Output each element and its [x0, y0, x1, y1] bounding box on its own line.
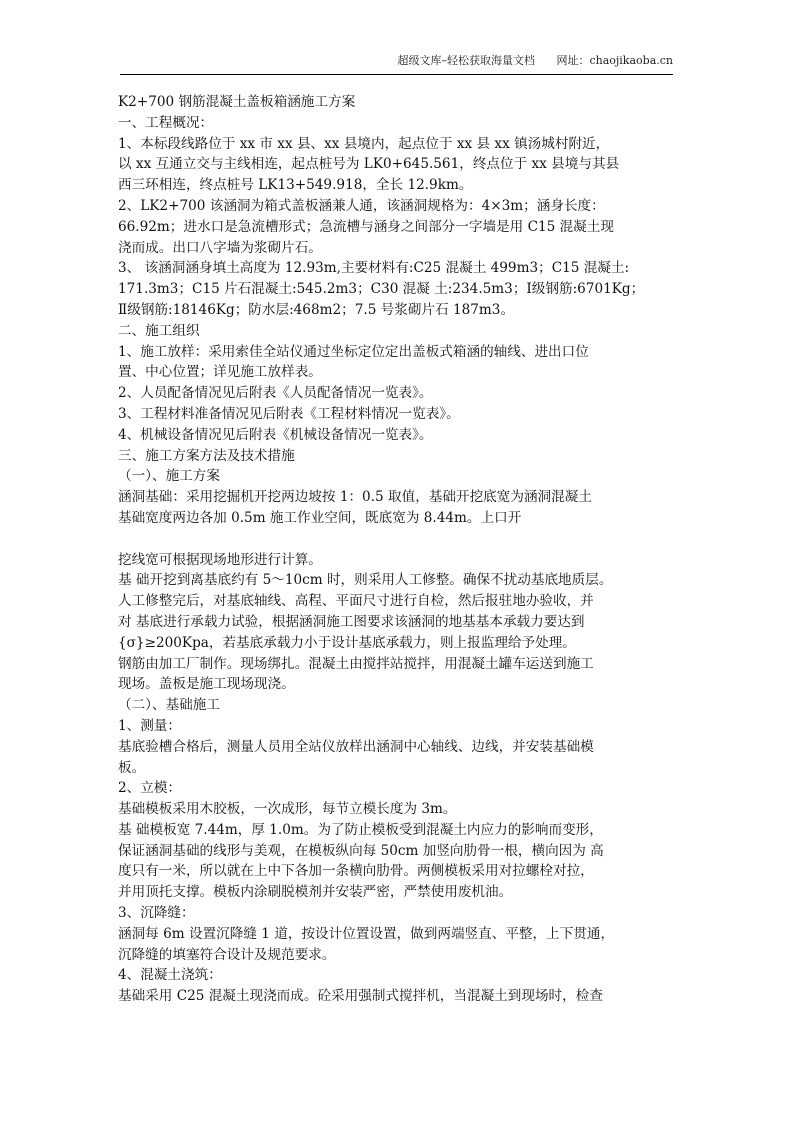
paragraph-line: 钢筋由加工厂制作。现场绑扎。混凝土由搅拌站搅拌，用混凝土罐车运送到施工: [118, 655, 594, 672]
paragraph-line: 2、人员配备情况见后附表《人员配备情况一览表》。: [118, 385, 433, 402]
header-site-name: 超级文库–轻松获取海量文档: [397, 54, 535, 67]
paragraph-line: 挖线宽可根据现场地形进行计算。: [118, 551, 322, 568]
subsection-heading: （二）、基础施工: [118, 697, 220, 714]
document-title: K2+700 钢筋混凝土盖板箱涵施工方案: [118, 94, 356, 110]
section-heading: 一、工程概况：: [118, 114, 214, 131]
paragraph-line: 171.3m3；C15 片石混凝土:545.2m3；C30 混凝 土:234.5m3；Ⅰ级钢筋:6701Kg；: [118, 281, 645, 298]
paragraph-line: 以 xx 互通立交与主线相连，起点桩号为 LK0+645.561，终点位于 xx 县境与其县: [118, 156, 620, 173]
paragraph-line: 基 础开挖到离基底约有 5～10cm 时，则采用人工修整。确保不扰动基底地质层。: [118, 572, 613, 589]
paragraph-line: 沉降缝的填塞符合设计及规范要求。: [118, 946, 336, 963]
paragraph-line: 人工修整完后，对基底轴线、高程、平面尺寸进行自检，然后报驻地办验收，并: [118, 593, 594, 610]
paragraph-line: 基础采用 C25 混凝土现浇而成。砼采用强制式搅拌机，当混凝土到现场时，检查: [118, 988, 603, 1005]
paragraph-line: 对 基底进行承载力试验，根据涵洞施工图要求该涵洞的地基基本承载力要达到: [118, 613, 585, 630]
section-heading: 二、施工组织: [118, 322, 200, 339]
paragraph-line: 基础模板采用木胶板，一次成形，每节立模长度为 3m。: [118, 801, 457, 818]
paragraph-line: 板。: [118, 759, 146, 776]
header-url: 网址：chaojikaoba.cn: [556, 54, 673, 67]
paragraph-line: 基底验槽合格后，测量人员用全站仪放样出涵洞中心轴线、边线，并安装基础模: [118, 738, 594, 755]
item-heading: 1、测量：: [118, 717, 182, 734]
paragraph-line: 现场。盖板是施工现场现浇。: [118, 676, 295, 693]
item-heading: 2、立模：: [118, 780, 182, 797]
paragraph-line: 浇而成。出口八字墙为浆砌片石。: [118, 239, 322, 256]
paragraph-line: 基础宽度两边各加 0.5m 施工作业空间，既底宽为 8.44m。上口开: [118, 509, 522, 526]
paragraph-line: 保证涵洞基础的线形与美观，在模板纵向每 50cm 加竖向肋骨一根，横向因为 高: [118, 842, 604, 859]
blank-line: [118, 529, 678, 550]
paragraph-line: 3、工程材料准备情况见后附表《工程材料情况一览表》。: [118, 405, 460, 422]
paragraph-line: 并用顶托支撑。模板内涂刷脱模剂并安装严密，严禁使用废机油。: [118, 884, 513, 901]
paragraph-line: Ⅱ级钢筋:18146Kg；防水层:468m2；7.5 号浆砌片石 187m3。: [118, 301, 515, 318]
page-header: [120, 52, 673, 75]
paragraph-line: 涵洞基础：采用挖掘机开挖两边坡按 1：0.5 取值，基础开挖底宽为涵洞混凝土: [118, 489, 592, 506]
paragraph-line: 置、中心位置；详见施工放样表。: [118, 364, 322, 381]
paragraph-line: 度只有一米，所以就在上中下各加一条横向肋骨。两侧模板采用对拉螺栓对拉，: [118, 863, 594, 880]
paragraph-line: 2、LK2+700 该涵洞为箱式盖板涵兼人通，该涵洞规格为：4×3m；涵身长度：: [118, 197, 605, 214]
paragraph-line: {σ}≥200Kpa，若基底承载力小于设计基底承载力，则上报监理给予处理。: [118, 634, 576, 651]
paragraph-line: 涵洞每 6m 设置沉降缝 1 道，按设计位置设置，做到两端竖直、平整，上下贯通，: [118, 925, 615, 942]
subsection-heading: （一）、施工方案: [118, 468, 220, 485]
paragraph-line: 西三环相连，终点桩号 LK13+549.918，全长 12.9km。: [118, 177, 473, 194]
paragraph-line: 1、施工放样：采用索佳全站仪通过坐标定位定出盖板式箱涵的轴线、进出口位: [118, 343, 589, 360]
paragraph-line: 1、本标段线路位于 xx 市 xx 县、xx 县境内，起点位于 xx 县 xx 镇汤城村附近，: [118, 135, 610, 152]
paragraph-line: 基 础模板宽 7.44m，厚 1.0m。为了防止模板受到混凝土内应力的影响而变形，: [118, 821, 603, 838]
item-heading: 3、沉降缝：: [118, 905, 195, 922]
document-body: [118, 92, 678, 1007]
paragraph-line: 4、机械设备情况见后附表《机械设备情况一览表》。: [118, 426, 433, 443]
section-heading: 三、施工方案方法及技术措施: [118, 447, 295, 464]
item-heading: 4、混凝土浇筑：: [118, 967, 222, 984]
paragraph-line: 66.92m；进水口是急流槽形式；急流槽与涵身之间部分一字墙是用 C15 混凝土现: [118, 218, 614, 235]
paragraph-line: 3、 该涵洞涵身填土高度为 12.93m,主要材料有:C25 混凝土 499m3；C15 混凝土:: [118, 260, 630, 277]
